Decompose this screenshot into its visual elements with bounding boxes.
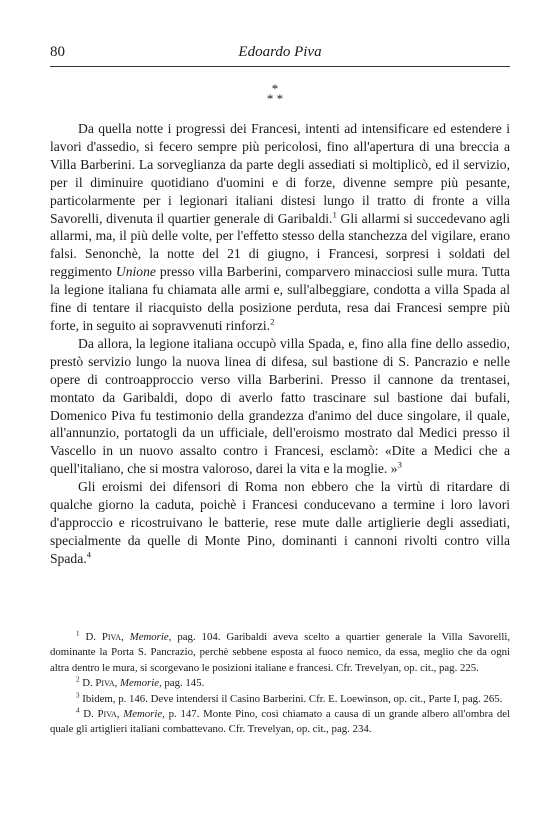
paragraph-3: Gli eroismi dei difensori di Roma non ebbero che la virtù di ritardare di qualche giorno la caduta, poichè i Francesi conducevano a termine i loro lavori d'approccio e ricostruivano le batterie, rese mute dalle artiglierie degli assediati, specialmente da quelle di Monte Pino, dominanti i cannoni rivolti contro villa Spada.$^4$ bbox=[50, 479, 510, 566]
header-rule bbox=[50, 66, 510, 67]
regiment-name: Unione bbox=[115, 264, 156, 280]
footnote-mark: 2 bbox=[76, 675, 80, 684]
footnote-text: Ibidem, p. 146. Deve intendersi il Casino Barberini. Cfr. E. Loewinson, op. cit., Parte I, pag. 265. bbox=[82, 692, 503, 705]
section-asterism: * * * bbox=[266, 81, 284, 106]
footnote-ref: 1 bbox=[332, 209, 337, 219]
footnote-text: p. 147. Monte Pino, così chiamato a causa di un grande albero all'ombra del quale gli artiglieri italiani combattevano. Cfr. Trevelyan, op. cit., pag. 234. bbox=[50, 708, 511, 736]
footnote-mark: 3 bbox=[76, 691, 80, 700]
footnote bbox=[50, 707, 510, 738]
footnote-mark: 4 bbox=[76, 706, 80, 715]
paragraph-1: Da quella notte i progressi dei Francesi, intenti ad intensificare ed estendere i lavori d'assedio, si fecero sempre più pericolosi, fino all'apertura di una breccia a Villa Barberini. La sorveglianza da parte degli assediati si moltiplicò, ed il servizio, per il diminuire quotidiano d'uomini e di forze, divenne sempre più pesante, particolarmente per i legionari italiani distesi lungo il tratto di fronte a villa Savorelli, divenuta il quartier generale di Garibaldi.$^1$ Gli allarmi si succedevano agli allarmi, ma, il più delle volte, per l'effetto stesso della stanchezza del vigilare, erano falsi. Senonchè, la notte del 21 di giugno, i Francesi, sorpresi i soldati del reggimento Unione presso villa Barberini, comparvero minacciosi sulle mura. Tutta la legione italiana fu chiamata alle armi e, sull'albeggiare, condotta a villa Spada al fine di tentare il riacquisto della posizione perduta, resa dai Francesi sempre più forte, in seguito ai sopravvenuti rinforzi.$^2$ bbox=[50, 121, 510, 333]
running-head: Edoardo Piva bbox=[238, 44, 322, 60]
footnote-author: D. Piva, bbox=[83, 708, 120, 721]
footnote-ref: 3 bbox=[397, 459, 402, 470]
footnote bbox=[50, 692, 510, 707]
footnote-author: D. Piva, bbox=[85, 631, 124, 643]
footnote-work: Memorie, bbox=[129, 631, 172, 643]
footnote bbox=[50, 630, 510, 676]
footnotes bbox=[50, 630, 510, 738]
footnote-ref: 4 bbox=[86, 549, 92, 560]
page-header bbox=[50, 44, 510, 66]
footnote-text: pag. 104. Garibaldi aveva scelto a quartier generale la Villa Savorelli, dominante la Porta S. Pancrazio, perchè sebbene esposta al fuoco nemico, da essa, meglio che da ogni altra dentro le mura, si scorgevano le posizioni italiane e francesi. Cfr. Trevelyan, op. cit., pag. 225. bbox=[50, 631, 511, 674]
footnote-ref: 2 bbox=[270, 316, 275, 327]
footnote-work: Memorie, bbox=[120, 677, 162, 690]
footnote-mark: 1 bbox=[76, 629, 80, 638]
footnote-author: D. Piva, bbox=[82, 677, 118, 690]
footnote bbox=[50, 676, 510, 691]
paragraph-2: Da allora, la legione italiana occupò villa Spada, e, fino alla fine dello assedio, prestò servizio lungo la nuova linea di difesa, sul bastione di S. Pancrazio e nelle opere di controapproccio verso villa Barberini. Presso il cannone da trentasei, montato da Garibaldi, dopo di averlo fatto trascinare sul bastione dai bufali, Domenico Piva fu testimonio della grandezza d'animo del duce singolare, il quale, all'annunzio, portatogli da un ufficiale, dell'eroismo mostrato dal Medici presso il Vascello in un nuovo assalto contro i Francesi, esclamò: «Dite a Medici che a quell'italiano, che si mostra valoroso, darei la vita e la moglie. »$^3$ bbox=[50, 335, 510, 477]
main-text bbox=[50, 120, 510, 568]
page-number: 80 bbox=[50, 44, 65, 60]
footnote-work: Memorie, bbox=[123, 708, 165, 721]
footnote-text: pag. 145. bbox=[164, 677, 205, 690]
